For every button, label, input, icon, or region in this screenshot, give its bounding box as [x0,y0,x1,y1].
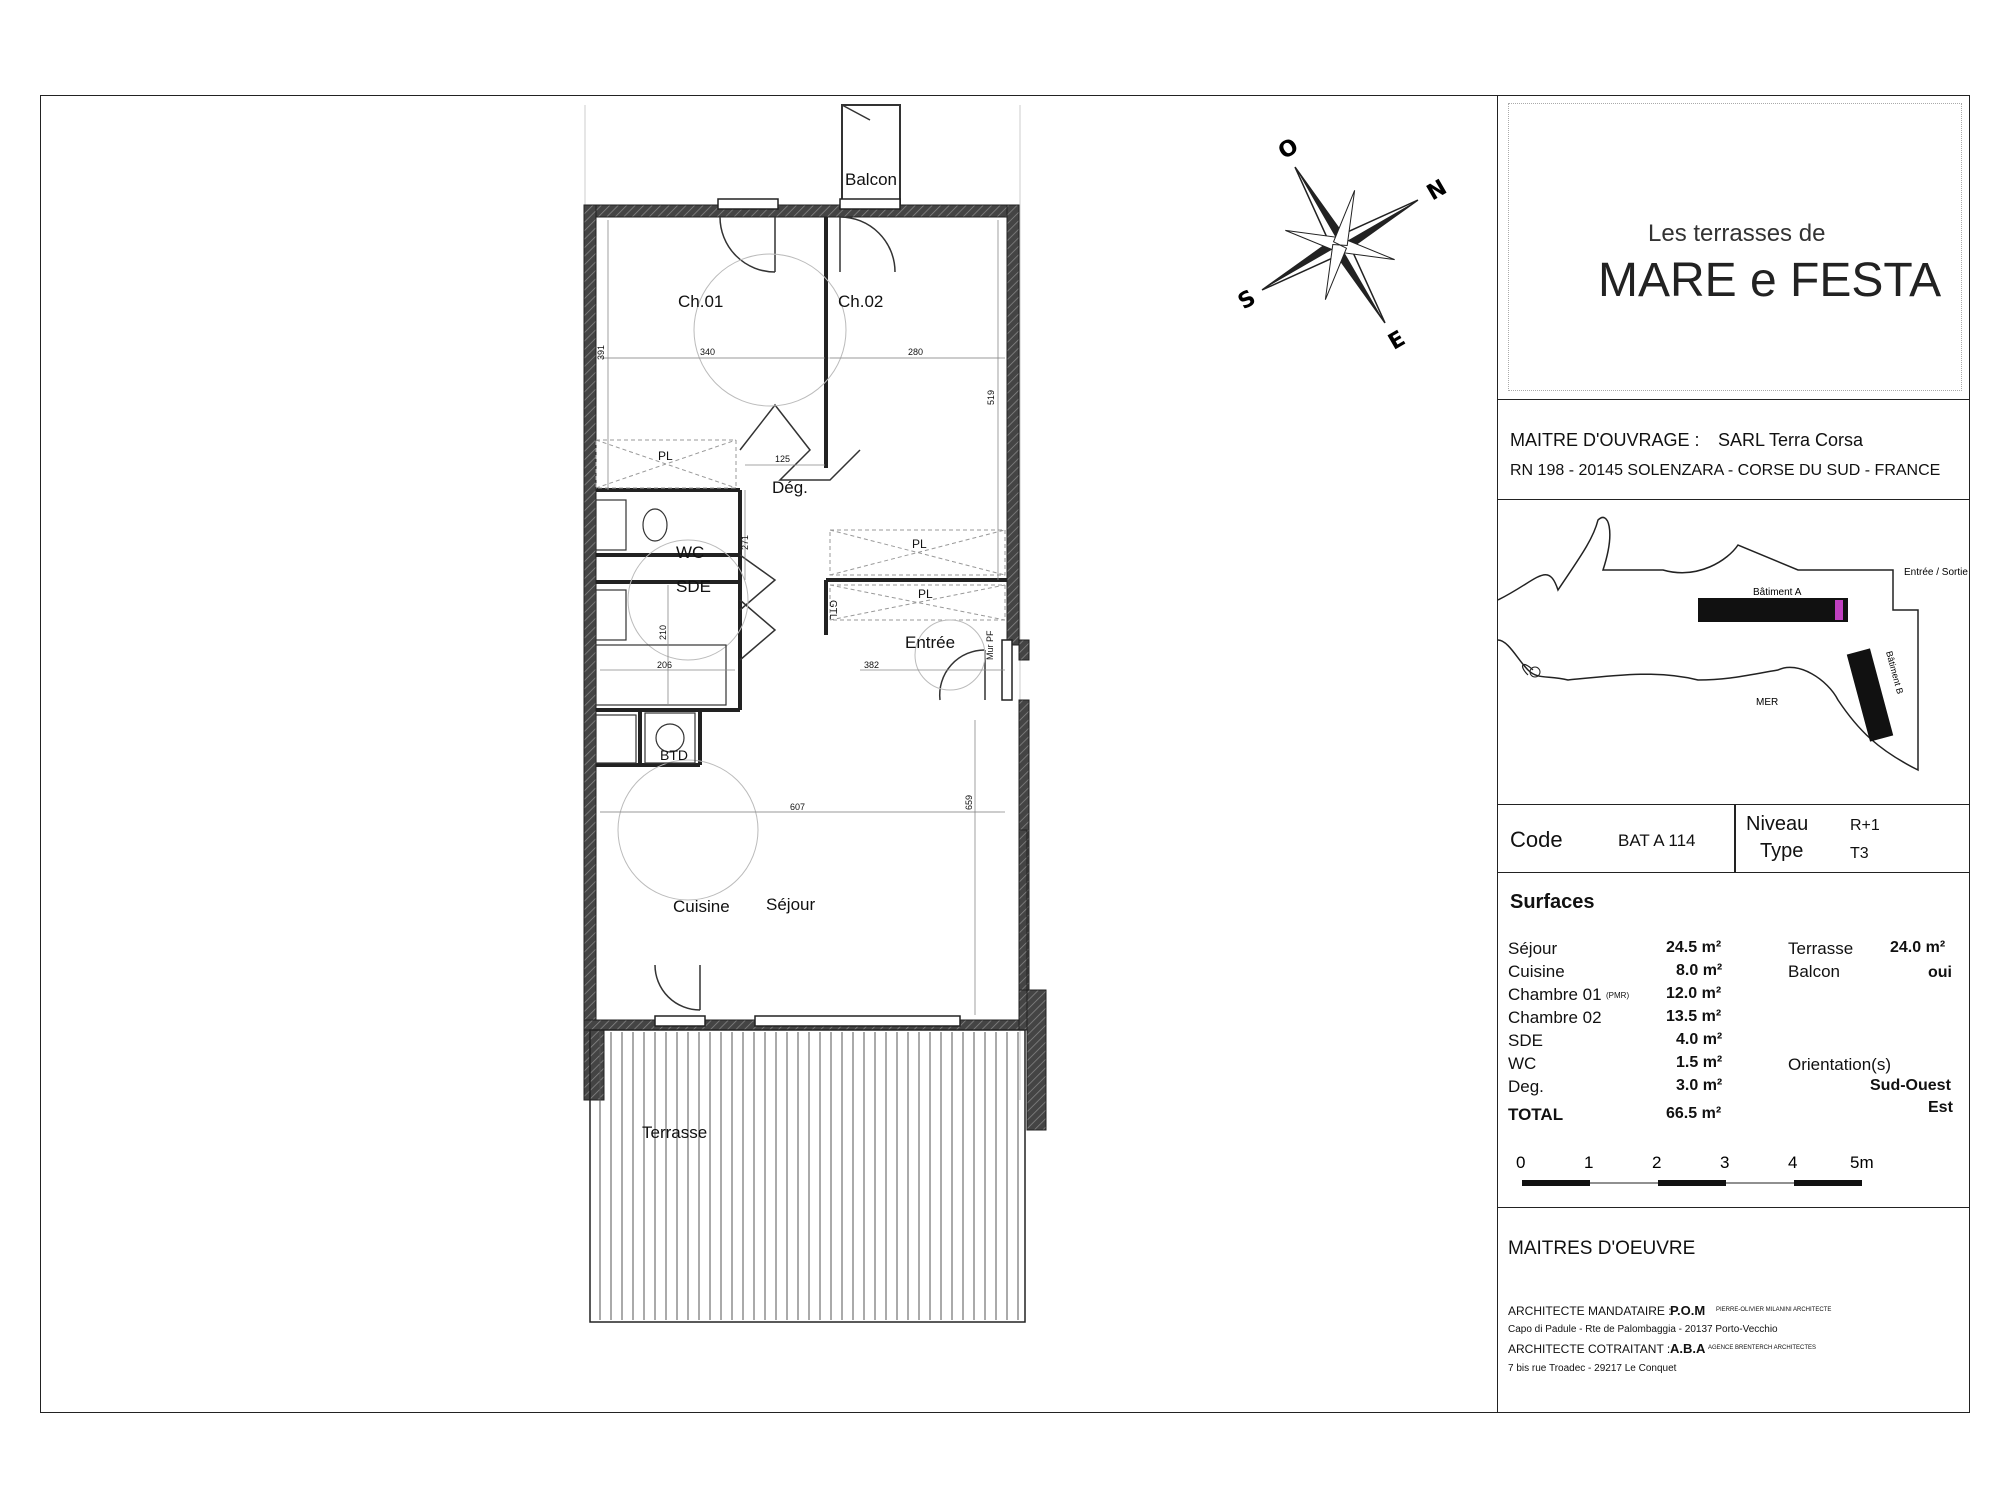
architect2-full: AGENCE BRENTERCH ARCHITECTES [1708,1345,1817,1351]
maitre-ouvrage-label: MAITRE D'OUVRAGE : [1510,430,1700,450]
dim-607: 607 [790,802,806,812]
surface-name-sejour: Séjour [1508,939,1558,958]
room-label-entree: Entrée [905,633,956,652]
surface-name-cuisine: Cuisine [1508,962,1565,981]
room-label-terrasse: Terrasse [642,1123,708,1142]
dim-519: 519 [986,389,996,405]
scale-tick-5: 5m [1850,1153,1874,1172]
dim-206: 206 [657,660,673,670]
surface-value-deg: 3.0 m² [1676,1077,1723,1094]
maitre-ouvrage-address: RN 198 - 20145 SOLENZARA - CORSE DU SUD - FRANCE [1510,462,1941,479]
dim-659: 659 [964,794,974,810]
project-title: MARE e FESTA [1598,254,1942,307]
surface-total-value: 66.5 m² [1666,1105,1722,1122]
surface-name-chambre02: Chambre 02 [1508,1008,1602,1027]
architect1-name: P.O.M [1670,1303,1706,1318]
code-label: Code [1510,827,1563,852]
dim-280: 280 [908,347,924,357]
architect2-name: A.B.A [1670,1341,1706,1356]
exterior-name-terrasse: Terrasse [1788,939,1854,958]
storage-label-pl1: PL [658,449,673,463]
building-b-block [1847,648,1893,741]
site-entrance-label: Entrée / Sortie [1904,567,1968,578]
room-label-wc: WC [676,543,705,562]
surface-value-chambre02: 13.5 m² [1666,1008,1722,1025]
storage-closets [596,440,1005,620]
surfaces-section [1498,873,1970,1208]
construction-lines [585,105,1020,1100]
room-label-cuisine: Cuisine [673,897,730,916]
project-subtitle: Les terrasses de [1648,220,1826,247]
dim-382: 382 [864,660,880,670]
scale-bar [1498,1145,1969,1205]
type-value: T3 [1850,845,1869,862]
scale-tick-0: 0 [1516,1153,1526,1172]
exterior-value-balcon: oui [1928,964,1952,981]
room-label-balcon: Balcon [845,170,897,189]
building-a-block [1698,598,1848,622]
orientation-value-1: Sud-Ouest [1870,1077,1951,1094]
site-map-section [1498,500,1970,805]
code-value: BAT A 114 [1618,831,1696,850]
storage-label-gtl: GTL [827,600,838,620]
maitre-ouvrage-name: SARL Terra Corsa [1718,430,1864,450]
room-label-ch02: Ch.02 [838,292,884,311]
type-label: Type [1760,840,1804,862]
surface-value-wc: 1.5 m² [1676,1054,1723,1071]
niveau-value: R+1 [1850,817,1880,834]
surface-name-deg: Deg. [1508,1077,1544,1096]
surface-name-chambre01: Chambre 01 [1508,985,1602,1004]
orientation-value-2: Est [1928,1099,1953,1116]
scale-tick-2: 2 [1652,1153,1662,1172]
surface-value-sejour: 24.5 m² [1666,939,1722,956]
dim-391: 391 [596,344,606,360]
room-label-ch01: Ch.01 [678,292,724,311]
surfaces-heading: Surfaces [1510,891,1595,913]
dim-125: 125 [775,454,791,464]
architect2-address: 7 bis rue Troadec - 29217 Le Conquet [1508,1363,1677,1374]
compass-rose-icon [1179,80,1497,410]
architect1-address: Capo di Padule - Rte de Palombaggia - 20137 Porto-Vecchio [1508,1324,1778,1335]
compass-north-label: N [1422,175,1452,207]
logo-section [1498,95,1970,400]
compass-west-label: O [1274,133,1304,165]
terrasse [600,1032,1018,1320]
doors [655,217,985,1010]
surface-value-chambre01: 12.0 m² [1666,985,1722,1002]
exterior-walls [584,205,1046,1130]
architect1-full: PIERRE-OLIVIER MILANINI ARCHITECTE [1716,1307,1832,1313]
site-building-b-label: Bâtiment B [1884,649,1906,696]
site-map [1498,500,1969,803]
title-block [1497,95,1970,1413]
niveau-label: Niveau [1746,813,1809,835]
room-label-sde: SDE [676,577,711,596]
scale-tick-4: 4 [1788,1153,1798,1172]
orientation-label: Orientation(s) [1788,1055,1891,1074]
storage-label-pl2: PL [912,537,927,551]
maitres-oeuvre-heading: MAITRES D'OEUVRE [1508,1238,1696,1259]
site-building-a-label: Bâtiment A [1753,587,1802,598]
room-label-deg: Dég. [772,478,808,497]
dim-210: 210 [658,624,668,640]
room-label-sejour: Séjour [766,895,816,914]
compass-east-label: E [1384,326,1410,356]
dim-340: 340 [700,347,716,357]
exterior-value-terrasse: 24.0 m² [1890,939,1946,956]
storage-label-mur-pf: Mur PF [985,630,995,660]
dim-271: 271 [740,534,750,550]
scale-tick-3: 3 [1720,1153,1730,1172]
architect1-label: ARCHITECTE MANDATAIRE : [1508,1304,1672,1318]
scale-tick-1: 1 [1584,1153,1594,1172]
compass-south-label: S [1234,285,1261,316]
room-label-btd: BTD [660,747,688,763]
balcon-area [842,105,900,210]
lot-code-section [1498,805,1970,873]
site-sea-label: MER [1756,697,1779,708]
architect2-label: ARCHITECTE COTRAITANT : [1508,1342,1671,1356]
surface-value-cuisine: 8.0 m² [1676,962,1723,979]
surface-value-sde: 4.0 m² [1676,1031,1723,1048]
surface-name-sde: SDE [1508,1031,1543,1050]
exterior-name-balcon: Balcon [1788,962,1840,981]
surface-total-label: TOTAL [1508,1105,1564,1124]
maitre-ouvrage-section [1498,400,1970,500]
surface-note-chambre01: (PMR) [1606,991,1630,1000]
lot-highlight [1835,600,1843,620]
surface-name-wc: WC [1508,1054,1537,1073]
storage-label-pl3: PL [918,587,933,601]
maitres-oeuvre-section [1498,1208,1970,1413]
